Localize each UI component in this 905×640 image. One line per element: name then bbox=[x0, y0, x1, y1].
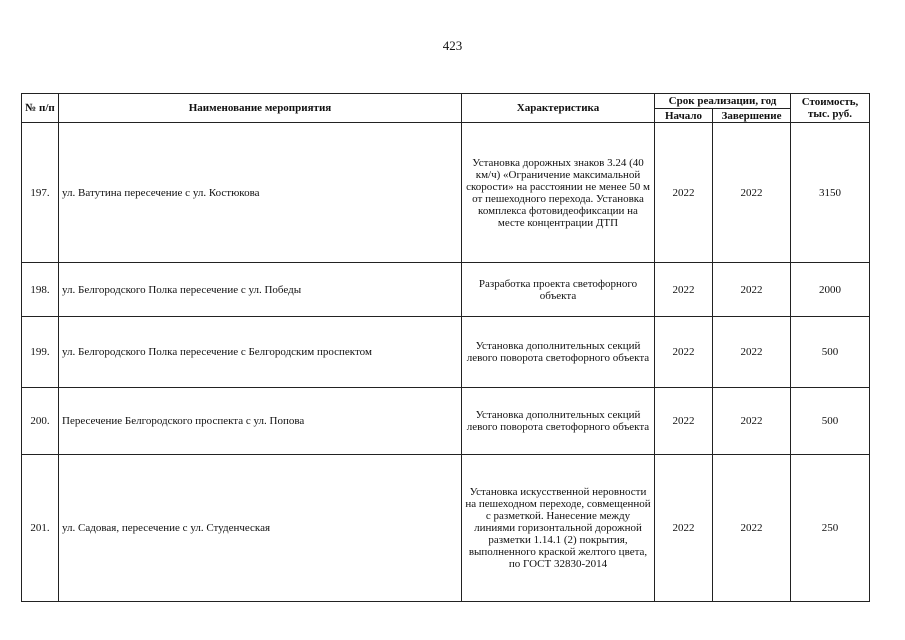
measure-description: Разработка проекта светофорного объекта bbox=[462, 263, 655, 317]
table-row bbox=[22, 455, 870, 602]
header-end: Завершение bbox=[713, 109, 791, 123]
end-year: 2022 bbox=[713, 317, 791, 388]
table-row bbox=[22, 388, 870, 455]
measure-name: Пересечение Белгородского проспекта с ул. Попова bbox=[59, 388, 462, 455]
row-number: 200. bbox=[22, 388, 59, 455]
end-year: 2022 bbox=[713, 388, 791, 455]
cost-value: 500 bbox=[791, 317, 870, 388]
start-year: 2022 bbox=[655, 317, 713, 388]
page-number: 423 bbox=[442, 38, 463, 53]
table-row bbox=[22, 263, 870, 317]
measure-description: Установка искусственной неровности на пешеходном переходе, совмещенной с разметкой. Нанесение между линиями горизонтальной дорожной разметки 1.14.1 (2) покрытия, выполненного краской желтого цвета, по ГОСТ 32830-2014 bbox=[462, 455, 655, 602]
header-start: Начало bbox=[655, 109, 713, 123]
row-number: 198. bbox=[22, 263, 59, 317]
header-num: № п/п bbox=[22, 94, 59, 123]
row-number: 199. bbox=[22, 317, 59, 388]
measure-name: ул. Ватутина пересечение с ул. Костюкова bbox=[59, 123, 462, 263]
cost-value: 3150 bbox=[791, 123, 870, 263]
measure-name: ул. Белгородского Полка пересечение с Белгородским проспектом bbox=[59, 317, 462, 388]
end-year: 2022 bbox=[713, 263, 791, 317]
measure-description: Установка дополнительных секций левого поворота светофорного объекта bbox=[462, 388, 655, 455]
measures-table bbox=[21, 93, 870, 602]
table-row bbox=[22, 123, 870, 263]
measure-description: Установка дополнительных секций левого поворота светофорного объекта bbox=[462, 317, 655, 388]
measure-name: ул. Белгородского Полка пересечение с ул. Победы bbox=[59, 263, 462, 317]
measure-name: ул. Садовая, пересечение с ул. Студенческая bbox=[59, 455, 462, 602]
cost-value: 2000 bbox=[791, 263, 870, 317]
header-description: Характеристика bbox=[462, 94, 655, 123]
cost-value: 250 bbox=[791, 455, 870, 602]
header-name: Наименование мероприятия bbox=[59, 94, 462, 123]
start-year: 2022 bbox=[655, 123, 713, 263]
row-number: 201. bbox=[22, 455, 59, 602]
row-number: 197. bbox=[22, 123, 59, 263]
cost-value: 500 bbox=[791, 388, 870, 455]
start-year: 2022 bbox=[655, 263, 713, 317]
end-year: 2022 bbox=[713, 123, 791, 263]
measure-description: Установка дорожных знаков 3.24 (40 км/ч) «Ограничение максимальной скорости» на расстоянии не менее 50 м от пешеходного перехода. Установка комплекса фотовидеофиксации на месте концентрации ДТП bbox=[462, 123, 655, 263]
start-year: 2022 bbox=[655, 455, 713, 602]
end-year: 2022 bbox=[713, 455, 791, 602]
start-year: 2022 bbox=[655, 388, 713, 455]
header-period: Срок реализации, год bbox=[655, 94, 791, 109]
table-row bbox=[22, 317, 870, 388]
header-cost: Стоимость, тыс. руб. bbox=[791, 94, 870, 123]
